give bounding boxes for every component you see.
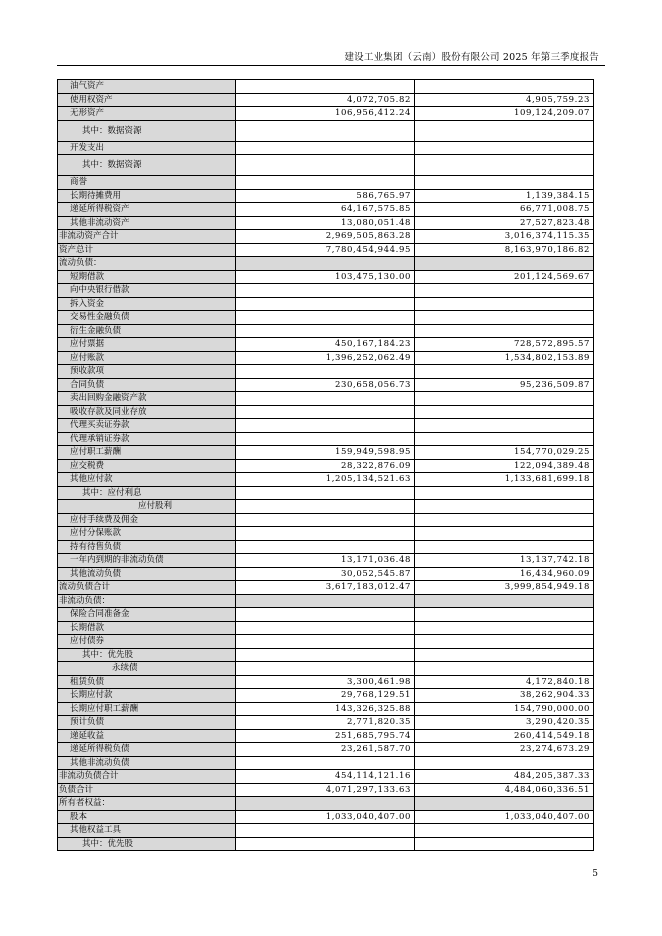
- current-period-value: [236, 662, 415, 676]
- prior-period-value: [415, 824, 594, 838]
- row-label: 其中：优先股: [58, 648, 236, 662]
- table-row: [58, 203, 594, 217]
- table-row: [58, 176, 594, 190]
- current-period-value: 103,475,130.00: [236, 270, 415, 284]
- row-label: 应付手续费及佣金: [58, 513, 236, 527]
- table-row: [58, 459, 594, 473]
- row-label: 预收款项: [58, 365, 236, 379]
- row-label: 资产总计: [58, 243, 236, 257]
- row-label: 卖出回购金融资产款: [58, 392, 236, 406]
- current-period-value: 450,167,184.23: [236, 338, 415, 352]
- row-label: 长期应付职工薪酬: [58, 702, 236, 716]
- prior-period-value: [415, 608, 594, 622]
- current-period-value: [236, 141, 415, 155]
- current-period-value: 3,617,183,012.47: [236, 581, 415, 595]
- current-period-value: [236, 837, 415, 851]
- current-period-value: [236, 824, 415, 838]
- table-row: [58, 107, 594, 121]
- current-period-value: 13,171,036.48: [236, 554, 415, 568]
- table-row: [58, 324, 594, 338]
- table-row: [58, 702, 594, 716]
- row-label: 非流动负债合计: [58, 770, 236, 784]
- current-period-value: [236, 120, 415, 141]
- prior-period-value: 13,137,742.18: [415, 554, 594, 568]
- prior-period-value: [415, 486, 594, 500]
- row-label: 应付票据: [58, 338, 236, 352]
- current-period-value: [236, 257, 415, 271]
- current-period-value: [236, 756, 415, 770]
- current-period-value: [236, 513, 415, 527]
- prior-period-value: 16,434,960.09: [415, 567, 594, 581]
- row-label: 一年内到期的非流动负债: [58, 554, 236, 568]
- row-label: 租赁负债: [58, 675, 236, 689]
- prior-period-value: 95,236,509.87: [415, 378, 594, 392]
- table-row: [58, 554, 594, 568]
- prior-period-value: [415, 141, 594, 155]
- row-label: 短期借款: [58, 270, 236, 284]
- table-row: [58, 419, 594, 433]
- balance-sheet-table: [57, 79, 594, 851]
- row-label: 持有待售负债: [58, 540, 236, 554]
- prior-period-value: 260,414,549.18: [415, 729, 594, 743]
- row-label: 使用权资产: [58, 93, 236, 107]
- current-period-value: [236, 311, 415, 325]
- row-label: 拆入资金: [58, 297, 236, 311]
- prior-period-value: 1,139,384.15: [415, 189, 594, 203]
- table-row: [58, 351, 594, 365]
- prior-period-value: [415, 513, 594, 527]
- table-row: [58, 473, 594, 487]
- row-label: 合同负债: [58, 378, 236, 392]
- prior-period-value: 154,770,029.25: [415, 446, 594, 460]
- table-row: [58, 689, 594, 703]
- current-period-value: 3,300,461.98: [236, 675, 415, 689]
- page-number: 5: [592, 869, 598, 879]
- row-label: 其他非流动负债: [58, 756, 236, 770]
- table-row: [58, 486, 594, 500]
- table-row: [58, 155, 594, 176]
- row-label: 衍生金融负债: [58, 324, 236, 338]
- prior-period-value: 3,999,854,949.18: [415, 581, 594, 595]
- current-period-value: [236, 392, 415, 406]
- table-row: [58, 594, 594, 608]
- prior-period-value: 4,484,060,336.51: [415, 783, 594, 797]
- prior-period-value: [415, 311, 594, 325]
- table-row: [58, 635, 594, 649]
- prior-period-value: [415, 365, 594, 379]
- prior-period-value: [415, 419, 594, 433]
- table-row: [58, 743, 594, 757]
- current-period-value: [236, 608, 415, 622]
- table-row: [58, 608, 594, 622]
- current-period-value: 30,052,545.87: [236, 567, 415, 581]
- current-period-value: [236, 635, 415, 649]
- current-period-value: 7,780,454,944.95: [236, 243, 415, 257]
- prior-period-value: 201,124,569.67: [415, 270, 594, 284]
- current-period-value: [236, 324, 415, 338]
- prior-period-value: 122,094,389.48: [415, 459, 594, 473]
- row-label: 永续债: [58, 662, 236, 676]
- row-label: 其他应付款: [58, 473, 236, 487]
- current-period-value: 2,771,820.35: [236, 716, 415, 730]
- row-label: 所有者权益：: [58, 797, 236, 811]
- header-divider: [57, 65, 605, 66]
- current-period-value: 64,167,575.85: [236, 203, 415, 217]
- prior-period-value: 3,290,420.35: [415, 716, 594, 730]
- table-row: [58, 716, 594, 730]
- row-label: 长期待摊费用: [58, 189, 236, 203]
- prior-period-value: [415, 648, 594, 662]
- prior-period-value: [415, 120, 594, 141]
- table-row: [58, 500, 594, 514]
- prior-period-value: 3,016,374,115.35: [415, 230, 594, 244]
- current-period-value: [236, 594, 415, 608]
- row-label: 无形资产: [58, 107, 236, 121]
- prior-period-value: [415, 837, 594, 851]
- table-row: [58, 621, 594, 635]
- prior-period-value: [415, 80, 594, 94]
- current-period-value: [236, 797, 415, 811]
- prior-period-value: 154,790,000.00: [415, 702, 594, 716]
- table-row: [58, 837, 594, 851]
- current-period-value: 29,768,129.51: [236, 689, 415, 703]
- table-row: [58, 243, 594, 257]
- current-period-value: 586,765.97: [236, 189, 415, 203]
- table-row: [58, 230, 594, 244]
- prior-period-value: 1,133,681,699.18: [415, 473, 594, 487]
- table-row: [58, 392, 594, 406]
- table-row: [58, 257, 594, 271]
- row-label: 递延所得税负债: [58, 743, 236, 757]
- prior-period-value: [415, 257, 594, 271]
- prior-period-value: 8,163,970,186.82: [415, 243, 594, 257]
- table-row: [58, 216, 594, 230]
- prior-period-value: [415, 432, 594, 446]
- table-row: [58, 80, 594, 94]
- row-label: 应付股利: [58, 500, 236, 514]
- table-row: [58, 567, 594, 581]
- table-row: [58, 527, 594, 541]
- current-period-value: [236, 500, 415, 514]
- prior-period-value: [415, 324, 594, 338]
- row-label: 其他非流动资产: [58, 216, 236, 230]
- table-row: [58, 581, 594, 595]
- prior-period-value: 1,534,802,153.89: [415, 351, 594, 365]
- row-label: 开发支出: [58, 141, 236, 155]
- prior-period-value: [415, 500, 594, 514]
- row-label: 代理承销证券款: [58, 432, 236, 446]
- prior-period-value: [415, 284, 594, 298]
- table-row: [58, 513, 594, 527]
- table-row: [58, 405, 594, 419]
- current-period-value: [236, 365, 415, 379]
- row-label: 其他流动负债: [58, 567, 236, 581]
- table-row: [58, 540, 594, 554]
- prior-period-value: 27,527,823.48: [415, 216, 594, 230]
- current-period-value: [236, 419, 415, 433]
- row-label: 递延所得税资产: [58, 203, 236, 217]
- prior-period-value: [415, 540, 594, 554]
- prior-period-value: [415, 635, 594, 649]
- current-period-value: 4,071,297,133.63: [236, 783, 415, 797]
- prior-period-value: [415, 756, 594, 770]
- current-period-value: [236, 621, 415, 635]
- row-label: 应付分保账款: [58, 527, 236, 541]
- row-label: 应付债券: [58, 635, 236, 649]
- table-row: [58, 648, 594, 662]
- row-label: 油气资产: [58, 80, 236, 94]
- prior-period-value: [415, 594, 594, 608]
- table-row: [58, 446, 594, 460]
- balance-sheet-body: [58, 80, 594, 851]
- current-period-value: [236, 527, 415, 541]
- report-header-title: 建设工业集团（云南）股份有限公司 2025 年第三季度报告: [344, 52, 599, 63]
- row-label: 应交税费: [58, 459, 236, 473]
- table-row: [58, 810, 594, 824]
- row-label: 吸收存款及同业存放: [58, 405, 236, 419]
- row-label: 其中：数据资源: [58, 120, 236, 141]
- prior-period-value: 484,205,387.33: [415, 770, 594, 784]
- table-row: [58, 824, 594, 838]
- table-row: [58, 662, 594, 676]
- table-row: [58, 141, 594, 155]
- prior-period-value: [415, 527, 594, 541]
- current-period-value: [236, 405, 415, 419]
- table-row: [58, 797, 594, 811]
- row-label: 长期应付款: [58, 689, 236, 703]
- row-label: 非流动资产合计: [58, 230, 236, 244]
- table-row: [58, 120, 594, 141]
- current-period-value: 28,322,876.09: [236, 459, 415, 473]
- current-period-value: 1,396,252,062.49: [236, 351, 415, 365]
- current-period-value: [236, 486, 415, 500]
- current-period-value: 13,080,051.48: [236, 216, 415, 230]
- prior-period-value: 4,905,759.23: [415, 93, 594, 107]
- row-label: 应付职工薪酬: [58, 446, 236, 460]
- current-period-value: 2,969,505,863.28: [236, 230, 415, 244]
- prior-period-value: 4,172,840.18: [415, 675, 594, 689]
- table-row: [58, 297, 594, 311]
- table-row: [58, 189, 594, 203]
- table-row: [58, 432, 594, 446]
- current-period-value: [236, 648, 415, 662]
- row-label: 保险合同准备金: [58, 608, 236, 622]
- current-period-value: 23,261,587.70: [236, 743, 415, 757]
- row-label: 交易性金融负债: [58, 311, 236, 325]
- current-period-value: [236, 284, 415, 298]
- row-label: 流动负债：: [58, 257, 236, 271]
- prior-period-value: [415, 621, 594, 635]
- current-period-value: [236, 432, 415, 446]
- row-label: 商誉: [58, 176, 236, 190]
- prior-period-value: 66,771,008.75: [415, 203, 594, 217]
- row-label: 长期借款: [58, 621, 236, 635]
- row-label: 其中：数据资源: [58, 155, 236, 176]
- table-row: [58, 378, 594, 392]
- current-period-value: 454,114,121.16: [236, 770, 415, 784]
- current-period-value: 251,685,795.74: [236, 729, 415, 743]
- row-label: 代理买卖证券款: [58, 419, 236, 433]
- row-label: 预计负债: [58, 716, 236, 730]
- current-period-value: [236, 176, 415, 190]
- current-period-value: 1,205,134,521.63: [236, 473, 415, 487]
- current-period-value: 230,658,056.73: [236, 378, 415, 392]
- row-label: 其中：应付利息: [58, 486, 236, 500]
- table-row: [58, 93, 594, 107]
- prior-period-value: 23,274,673.29: [415, 743, 594, 757]
- prior-period-value: [415, 155, 594, 176]
- current-period-value: 1,033,040,407.00: [236, 810, 415, 824]
- row-label: 流动负债合计: [58, 581, 236, 595]
- row-label: 负债合计: [58, 783, 236, 797]
- current-period-value: [236, 80, 415, 94]
- prior-period-value: [415, 392, 594, 406]
- row-label: 股本: [58, 810, 236, 824]
- row-label: 应付账款: [58, 351, 236, 365]
- prior-period-value: [415, 662, 594, 676]
- prior-period-value: [415, 297, 594, 311]
- prior-period-value: 1,033,040,407.00: [415, 810, 594, 824]
- current-period-value: [236, 155, 415, 176]
- current-period-value: 159,949,598.95: [236, 446, 415, 460]
- current-period-value: [236, 540, 415, 554]
- row-label: 递延收益: [58, 729, 236, 743]
- table-row: [58, 729, 594, 743]
- row-label: 非流动负债：: [58, 594, 236, 608]
- prior-period-value: [415, 176, 594, 190]
- current-period-value: 143,326,325.88: [236, 702, 415, 716]
- table-row: [58, 675, 594, 689]
- prior-period-value: [415, 405, 594, 419]
- row-label: 其中：优先股: [58, 837, 236, 851]
- prior-period-value: [415, 797, 594, 811]
- prior-period-value: 109,124,209.07: [415, 107, 594, 121]
- prior-period-value: 38,262,904.33: [415, 689, 594, 703]
- current-period-value: 106,956,412.24: [236, 107, 415, 121]
- table-row: [58, 365, 594, 379]
- row-label: 其他权益工具: [58, 824, 236, 838]
- table-row: [58, 270, 594, 284]
- table-row: [58, 338, 594, 352]
- current-period-value: [236, 297, 415, 311]
- prior-period-value: 728,572,895.57: [415, 338, 594, 352]
- row-label: 向中央银行借款: [58, 284, 236, 298]
- table-row: [58, 311, 594, 325]
- table-row: [58, 783, 594, 797]
- table-row: [58, 756, 594, 770]
- table-row: [58, 284, 594, 298]
- current-period-value: 4,072,705.82: [236, 93, 415, 107]
- table-row: [58, 770, 594, 784]
